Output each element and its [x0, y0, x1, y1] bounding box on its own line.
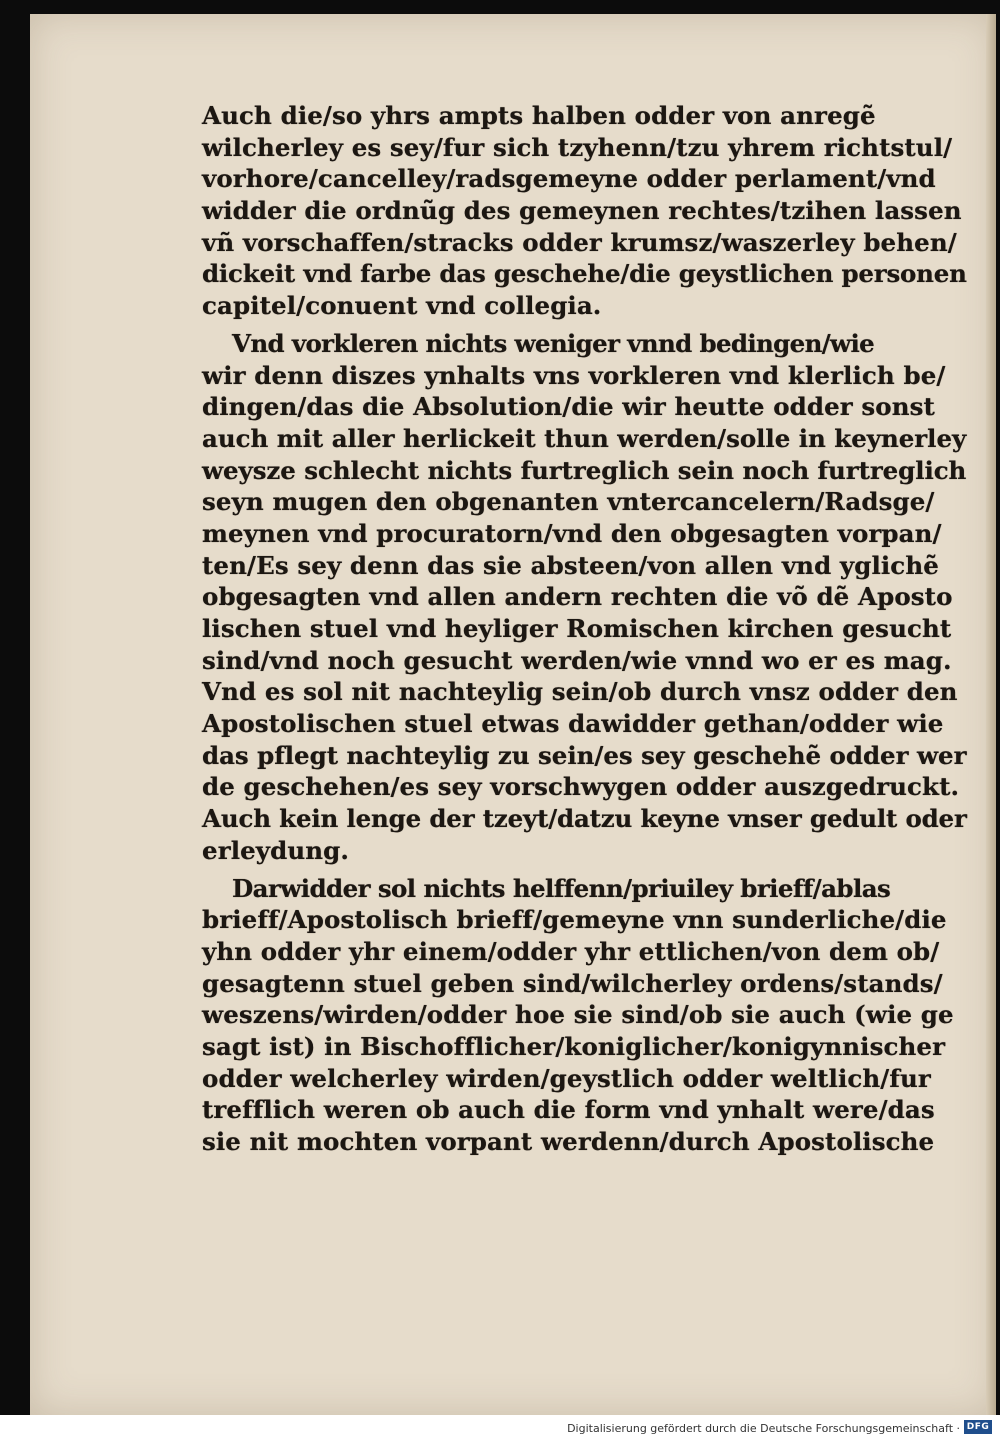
- text-line: Vnd vorkleren nichts weniger vnnd bedingen/wie: [232, 328, 875, 358]
- footer-bar: [0, 1415, 1000, 1442]
- text-line: gesagtenn stuel geben sind/wilcherley ordens/stands/: [202, 968, 943, 998]
- paragraph: [202, 328, 972, 867]
- text-line: wir denn diszes ynhalts vns vorkleren vnd klerlich be/: [202, 360, 946, 390]
- text-line: das pflegt nachteylig zu sein/es sey geschehẽ odder wer: [202, 740, 967, 770]
- text-line: Apostolischen stuel etwas dawidder gethan/odder wie: [202, 709, 944, 739]
- text-line: trefflich weren ob auch die form vnd ynhalt were/das: [202, 1095, 935, 1125]
- text-line: meynen vnd procuratorn/vnd den obgesagten vorpan/: [202, 518, 942, 548]
- text-line: sie nit mochten vorpant werdenn/durch Apostolische: [202, 1127, 935, 1156]
- text-line: dingen/das die Absolution/die wir heutte odder sonst: [202, 392, 935, 422]
- text-line: vorhore/cancelley/radsgemeyne odder perlament/vnd: [202, 164, 936, 194]
- text-line: odder welcherley wirden/geystlich odder weltlich/fur: [202, 1063, 931, 1093]
- text-line: lischen stuel vnd heyliger Romischen kirchen gesucht: [202, 614, 952, 643]
- text-line: Vnd es sol nit nachteylig sein/ob durch vnsz odder den: [202, 677, 958, 707]
- text-line: sind/vnd noch gesucht werden/wie vnnd wo er es mag.: [202, 645, 952, 675]
- text-line: brieff/Apostolisch brieff/gemeyne vnn sunderliche/die: [202, 905, 947, 935]
- footer-credit: Digitalisierung gefördert durch die Deutsche Forschungsgemeinschaft ·: [567, 1422, 960, 1435]
- text-line: auch mit aller herlickeit thun werden/solle in keynerley: [202, 423, 967, 453]
- paragraph: [202, 100, 972, 322]
- text-line: weszens/wirden/odder hoe sie sind/ob sie auch (wie ge: [202, 1000, 954, 1030]
- page-edge: [986, 14, 996, 1415]
- text-line: widder die ordnũg des gemeynen rechtes/tzihen lassen: [202, 196, 962, 226]
- dfg-logo: DFG: [964, 1420, 992, 1434]
- text-line: Auch kein lenge der tzeyt/datzu keyne vnser gedult oder: [202, 804, 967, 834]
- text-line: sagt ist) in Bischofflicher/koniglicher/konigynnischer: [202, 1031, 946, 1061]
- text-line: Auch die/so yhrs ampts halben odder von anregẽ: [202, 101, 876, 130]
- book-page: [30, 14, 996, 1415]
- text-line: de geschehen/es sey vorschwygen odder auszgedruckt.: [202, 772, 960, 802]
- text-line: vñ vorschaffen/stracks odder krumsz/waszerley behen/: [202, 227, 957, 257]
- text-line: yhn odder yhr einem/odder yhr ettlichen/von dem ob/: [202, 936, 940, 966]
- text-line: seyn mugen den obgenanten vntercancelern/Radsge/: [202, 487, 935, 517]
- text-line: ten/Es sey denn das sie absteen/von allen vnd yglichẽ: [202, 550, 939, 580]
- text-line: capitel/conuent vnd collegia.: [202, 291, 602, 321]
- paragraph: [202, 873, 972, 1158]
- text-line: Darwidder sol nichts helffenn/priuiley brieff/ablas: [232, 873, 891, 903]
- text-line: weysze schlecht nichts furtreglich sein noch furtreglich: [202, 455, 967, 485]
- text-line: wilcherley es sey/fur sich tzyhenn/tzu yhrem richtstul/: [202, 132, 953, 162]
- page-text-block: [202, 100, 972, 1158]
- text-line: dickeit vnd farbe das geschehe/die geystlichen personen: [202, 259, 967, 289]
- text-line: obgesagten vnd allen andern rechten die võ dẽ Aposto: [202, 582, 953, 612]
- text-line: erleydung.: [202, 835, 350, 865]
